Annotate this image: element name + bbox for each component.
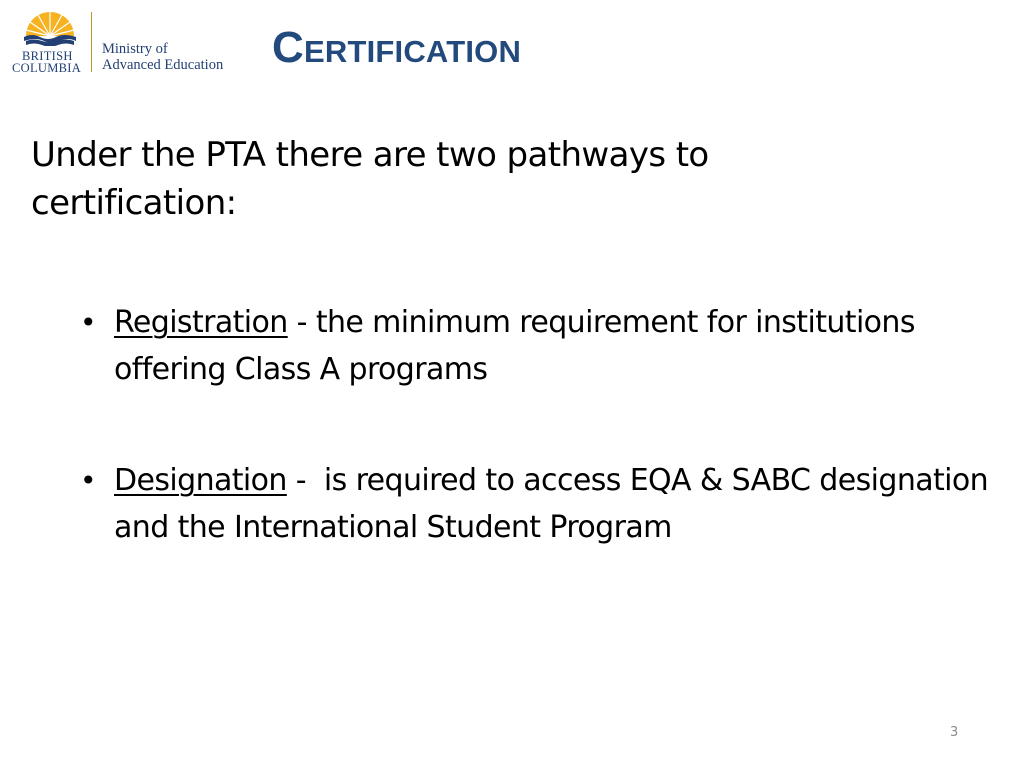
logo-british-text: BRITISH bbox=[22, 49, 73, 63]
registration-description: - the minimum requirement for institutions offering Class A programs bbox=[114, 305, 915, 387]
logo-ministry-text: Ministry of bbox=[102, 41, 168, 57]
logo-columbia-text: COLUMBIA bbox=[12, 61, 82, 75]
designation-description: - is required to access EQA & SABC designation and the International Student Program bbox=[114, 463, 998, 545]
pathway-list bbox=[80, 299, 1015, 551]
bullet-designation bbox=[80, 457, 1015, 551]
bullet-dot-icon: • bbox=[80, 464, 96, 497]
logo-advanced-education-text: Advanced Education bbox=[102, 57, 224, 73]
page-number: 3 bbox=[950, 725, 959, 740]
intro-text: Under the PTA there are two pathways to certification: bbox=[31, 135, 709, 223]
slide-title: Certification bbox=[272, 23, 522, 72]
registration-term: Registration bbox=[114, 305, 288, 340]
bullet-registration bbox=[80, 299, 1015, 393]
bc-sun-logo-icon bbox=[20, 10, 80, 46]
logo-divider bbox=[91, 12, 92, 72]
bc-ministry-logo bbox=[12, 10, 227, 74]
bullet-dot-icon: • bbox=[80, 306, 96, 339]
designation-term: Designation bbox=[114, 463, 287, 498]
